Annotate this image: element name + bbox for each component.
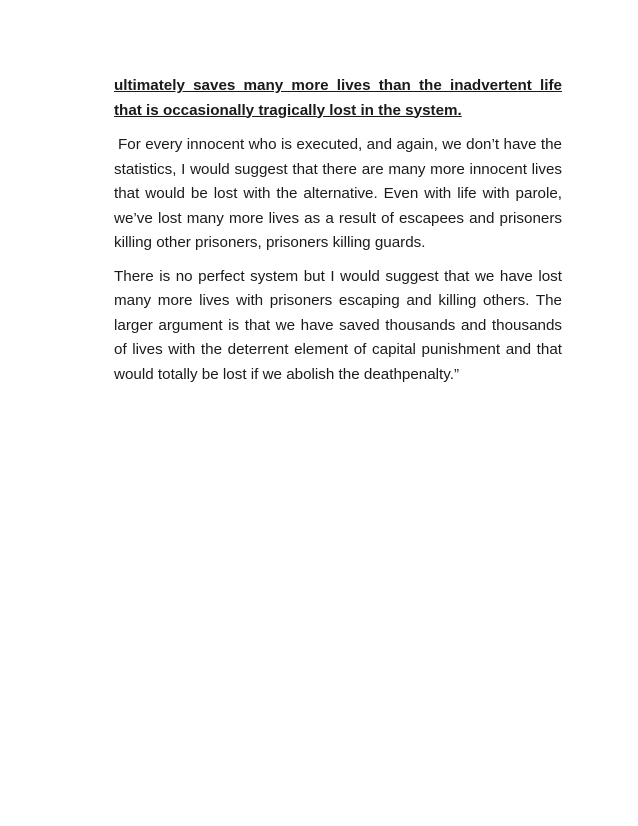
paragraph-spacer <box>114 256 562 265</box>
paragraph-no-perfect-system: There is no perfect system but I would suggest that we have lost many more lives with prisoners escaping and killing others. The larger argument is that we have saved thousands and thousands of lives with the deterrent element of capital punishment and that would totally be lost if we abolish the deathpenalty.” <box>114 267 562 383</box>
paragraph-innocent-executed: For every innocent who is executed, and again, we don’t have the statistics, I would suggest that there are many more innocent lives that would be lost with the alternative. Even with life with parole, we’ve lost many more lives as a result of escapees and prisoners killing other prisoners, prisoners killing guards. <box>114 136 562 251</box>
bold-underlined-paragraph: ultimately saves many more lives than the inadvertent life that is occasionally tragically lost in the system. <box>114 77 562 119</box>
paragraph-spacer <box>114 123 562 133</box>
document-body <box>114 74 562 387</box>
